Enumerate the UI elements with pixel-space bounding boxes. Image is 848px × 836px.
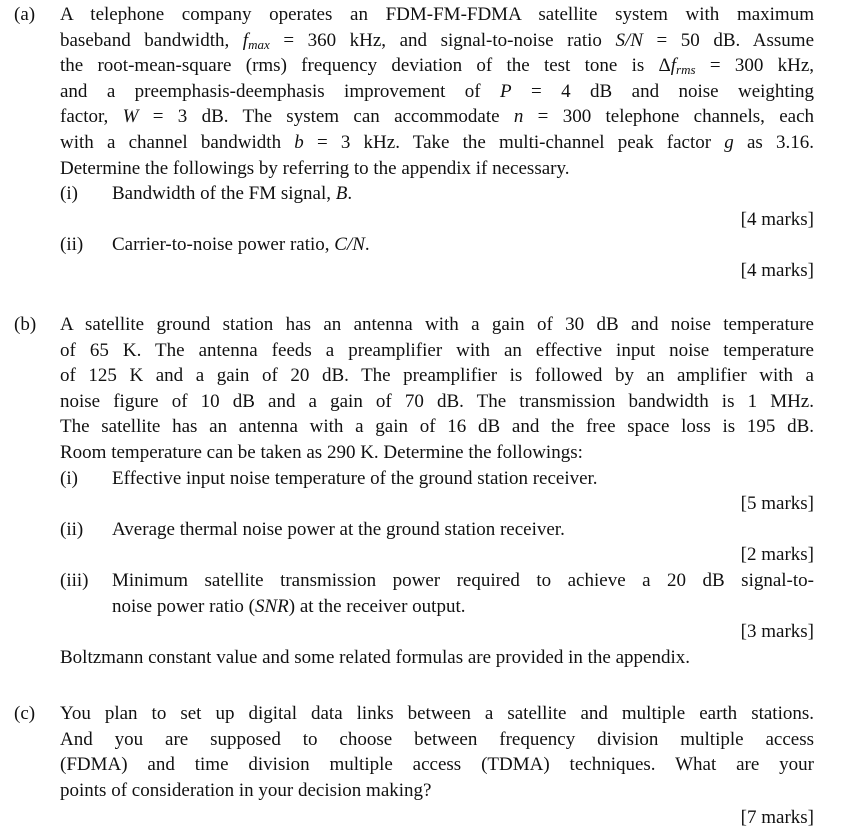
- question-b-iii-line-1: Minimum satellite transmission power required to achieve a 20 dB signal-to-: [112, 569, 814, 591]
- question-a-ii-number: (ii): [60, 234, 84, 256]
- question-b-line-5: The satellite has an antenna with a gain of 16 dB and the free space loss is 195 dB.: [60, 416, 814, 438]
- question-b-note: Boltzmann constant value and some related formulas are provided in the appendix.: [60, 646, 690, 668]
- question-c-label: (c): [14, 703, 36, 724]
- question-b-iii: [60, 568, 814, 594]
- question-a-line-3: the root-mean-square (rms) frequency deviation of the test tone is $\Delta f_{rms} = 300$ kHz,: [60, 55, 814, 78]
- question-b-line-3: of 125 K and a gain of 20 dB. The preamplifier is followed by an amplifier with a: [60, 365, 814, 387]
- question-c-line-3: (FDMA) and time division multiple access (TDMA) techniques. What are your: [60, 754, 814, 776]
- question-b-body: [60, 312, 814, 670]
- question-b-line-2: of 65 K. The antenna feeds a preamplifier with an effective input noise temperature: [60, 339, 814, 361]
- question-a-body: [60, 2, 814, 284]
- question-b-ii: [60, 517, 814, 543]
- question-a-line-6: with a channel bandwidth b = 3 kHz. Take the multi-channel peak factor g as 3.16.: [60, 131, 815, 153]
- question-a-label: (a): [14, 4, 36, 25]
- question-a-i: [60, 181, 814, 207]
- question-b-i-number: (i): [60, 467, 78, 489]
- question-c-body: [60, 701, 814, 831]
- question-b-iii-number: (iii): [60, 569, 89, 591]
- question-a-line-7: Determine the followings by referring to the appendix if necessary.: [60, 157, 570, 179]
- question-c-marks: [7 marks]: [740, 807, 814, 829]
- question-b-i-marks: [5 marks]: [740, 493, 814, 515]
- question-b-ii-number: (ii): [60, 518, 84, 540]
- question-b-iii-cont: [60, 594, 814, 620]
- question-b-iii-line-2: noise power ratio (SNR) at the receiver output.: [112, 595, 466, 617]
- question-a-ii-marks: [4 marks]: [740, 259, 814, 281]
- question-b-ii-text: Average thermal noise power at the ground station receiver.: [112, 518, 565, 540]
- question-a-i-marks: [4 marks]: [740, 208, 814, 230]
- question-a-ii: [60, 232, 814, 258]
- question-a-line-2: baseband bandwidth, $f_{max} = 360$ kHz, and signal-to-noise ratio S/N = 50 dB. Assume: [60, 29, 815, 52]
- question-a-line-5: factor, W = 3 dB. The system can accommodate n = 300 telephone channels, each: [60, 106, 815, 128]
- question-b-line-1: A satellite ground station has an antenna with a gain of 30 dB and noise temperature: [60, 314, 814, 335]
- question-c-line-1: You plan to set up digital data links between a satellite and multiple earth stations.: [60, 703, 814, 724]
- question-b-label: (b): [14, 314, 37, 335]
- question-c-line-4: points of consideration in your decision making?: [60, 779, 432, 801]
- question-a-line-4: and a preemphasis-deemphasis improvement of P = 4 dB and noise weighting: [60, 80, 814, 102]
- question-c-line-2: And you are supposed to choose between frequency division multiple access: [60, 728, 814, 750]
- question-b-i: [60, 466, 814, 492]
- question-a-i-text: Bandwidth of the FM signal, B.: [112, 183, 353, 205]
- question-a-line-1: A telephone company operates an FDM-FM-FDMA satellite system with maximum: [60, 4, 814, 25]
- question-b-line-6: Room temperature can be taken as 290 K. Determine the followings:: [60, 441, 583, 463]
- question-b-i-text: Effective input noise temperature of the ground station receiver.: [112, 467, 598, 489]
- question-a-ii-text: Carrier-to-noise power ratio, C/N.: [112, 234, 370, 256]
- question-a-i-number: (i): [60, 183, 78, 205]
- question-b-ii-marks: [2 marks]: [740, 544, 814, 566]
- question-b-iii-marks: [3 marks]: [740, 621, 814, 643]
- question-b-line-4: noise figure of 10 dB and a gain of 70 dB. The transmission bandwidth is 1 MHz.: [60, 390, 814, 412]
